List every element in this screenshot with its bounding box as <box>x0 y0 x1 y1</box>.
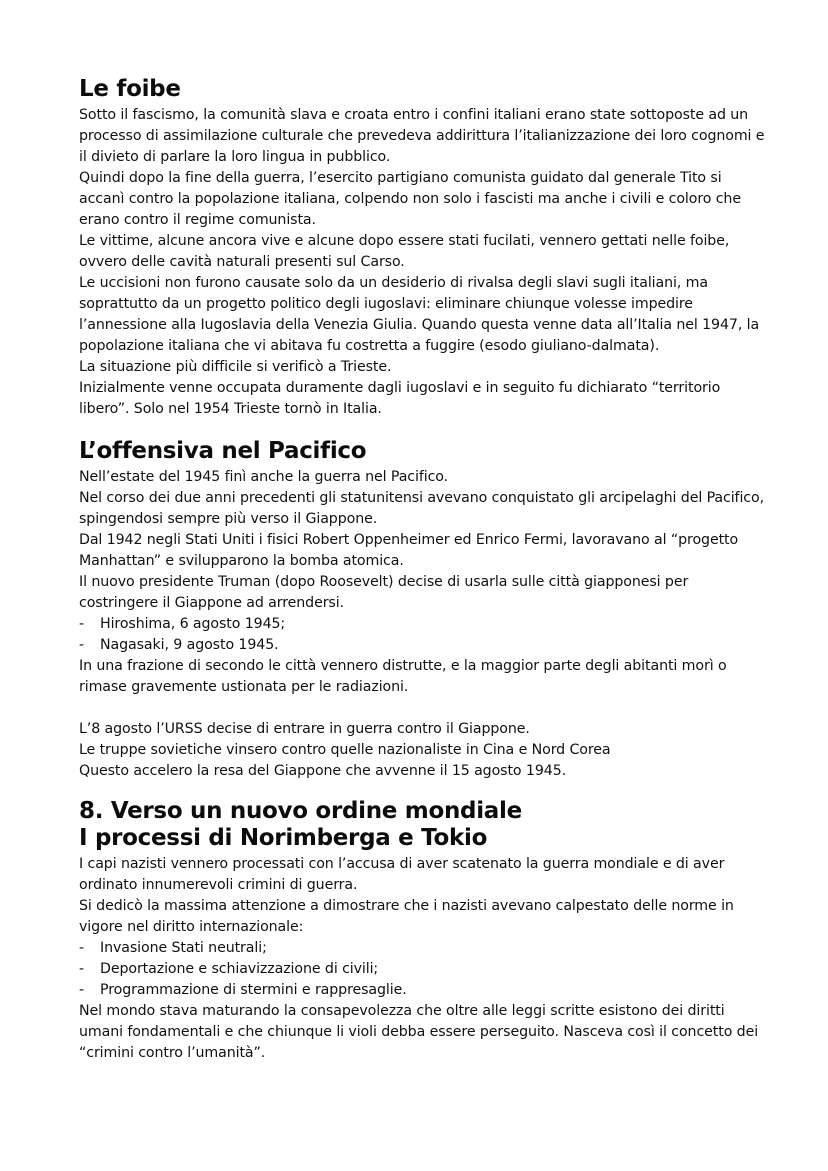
paragraph: Le vittime, alcune ancora vive e alcune dopo essere stati fucilati, vennero gettati nelle foibe, ovvero delle cavità naturali presenti sul Carso. <box>79 233 730 270</box>
paragraph: Inizialmente venne occupata duramente dagli iugoslavi e in seguito fu dichiarato “territorio libero”. Solo nel 1954 Trieste tornò in Italia. <box>79 380 721 417</box>
paragraph: Si dedicò la massima attenzione a dimostrare che i nazisti avevano calpestato delle norme in vigore nel diritto internazionale: <box>79 898 734 935</box>
section-foibe <box>79 76 769 420</box>
list-item-text: Invasione Stati neutrali; <box>100 940 267 956</box>
paragraph: Il nuovo presidente Truman (dopo Roosevelt) decise di usarla sulle città giapponesi per costringere il Giappone ad arrendersi. <box>79 574 689 611</box>
list-dash: - <box>79 961 85 977</box>
paragraph: I capi nazisti vennero processati con l’accusa di aver scatenato la guerra mondiale e di aver ordinato innumerevoli crimini di guerra. <box>79 856 725 893</box>
list-item-text: Programmazione di stermini e rappresaglie. <box>100 982 407 998</box>
list-item <box>79 980 769 1001</box>
paragraph: La situazione più difficile si verificò a Trieste. <box>79 359 392 375</box>
paragraph: Le uccisioni non furono causate solo da un desiderio di rivalsa degli slavi sugli italiani, ma soprattutto da un progetto politico degli iugoslavi: eliminare chiunque volesse impedire l’annessione alla Iugoslavia della Venezia Giulia. Quando questa venne data all’Italia nel 1947, la popolazione italiana che vi abitava fu costretta a fuggire (esodo giuliano-dalmata). <box>79 275 760 354</box>
section-pacifico <box>79 438 769 782</box>
section-title-pacifico: L’offensiva nel Pacifico <box>79 438 367 464</box>
bomb-list <box>79 614 769 656</box>
list-dash: - <box>79 637 85 653</box>
list-dash: - <box>79 616 85 632</box>
list-item-text: Deportazione e schiavizzazione di civili; <box>100 961 379 977</box>
section-subtitle-processi: I processi di Norimberga e Tokio <box>79 825 488 851</box>
paragraph: Questo accelero la resa del Giappone che avvenne il 15 agosto 1945. <box>79 763 567 779</box>
list-item <box>79 959 769 980</box>
paragraph: Dal 1942 negli Stati Uniti i fisici Robert Oppenheimer ed Enrico Fermi, lavoravano al “progetto Manhattan” e svilupparono la bomba atomica. <box>79 532 739 569</box>
paragraph: Nell’estate del 1945 finì anche la guerra nel Pacifico. <box>79 469 449 485</box>
section-title-foibe: Le foibe <box>79 76 181 102</box>
paragraph: Sotto il fascismo, la comunità slava e croata entro i confini italiani erano state sottoposte ad un processo di assimilazione culturale che prevedeva addirittura l’italianizzazione dei loro cognomi e il divieto di parlare la loro lingua in pubblico. <box>79 107 765 165</box>
paragraph: L’8 agosto l’URSS decise di entrare in guerra contro il Giappone. <box>79 721 530 737</box>
crimes-list <box>79 938 769 1001</box>
list-item <box>79 938 769 959</box>
list-item-text: Nagasaki, 9 agosto 1945. <box>100 637 279 653</box>
section-ordine <box>79 798 769 1064</box>
section-title-ordine: 8. Verso un nuovo ordine mondiale <box>79 798 522 824</box>
paragraph: Le truppe sovietiche vinsero contro quelle nazionaliste in Cina e Nord Corea <box>79 742 611 758</box>
paragraph: In una frazione di secondo le città vennero distrutte, e la maggior parte degli abitanti morì o rimase gravemente ustionata per le radiazioni. <box>79 658 727 695</box>
list-dash: - <box>79 982 85 998</box>
document-page <box>79 76 769 1064</box>
paragraph: Nel mondo stava maturando la consapevolezza che oltre alle leggi scritte esistono dei diritti umani fondamentali e che chiunque li violi debba essere perseguito. Nasceva così il concetto dei “crimini contro l’umanità”. <box>79 1003 759 1061</box>
paragraph: Nel corso dei due anni precedenti gli statunitensi avevano conquistato gli arcipelaghi del Pacifico, spingendosi sempre più verso il Giappone. <box>79 490 764 527</box>
paragraph-spacer <box>79 698 769 719</box>
list-item <box>79 635 769 656</box>
list-dash: - <box>79 940 85 956</box>
list-item-text: Hiroshima, 6 agosto 1945; <box>100 616 286 632</box>
list-item <box>79 614 769 635</box>
paragraph: Quindi dopo la fine della guerra, l’esercito partigiano comunista guidato dal generale Tito si accanì contro la popolazione italiana, colpendo non solo i fascisti ma anche i civili e coloro che erano contro il regime comunista. <box>79 170 741 228</box>
